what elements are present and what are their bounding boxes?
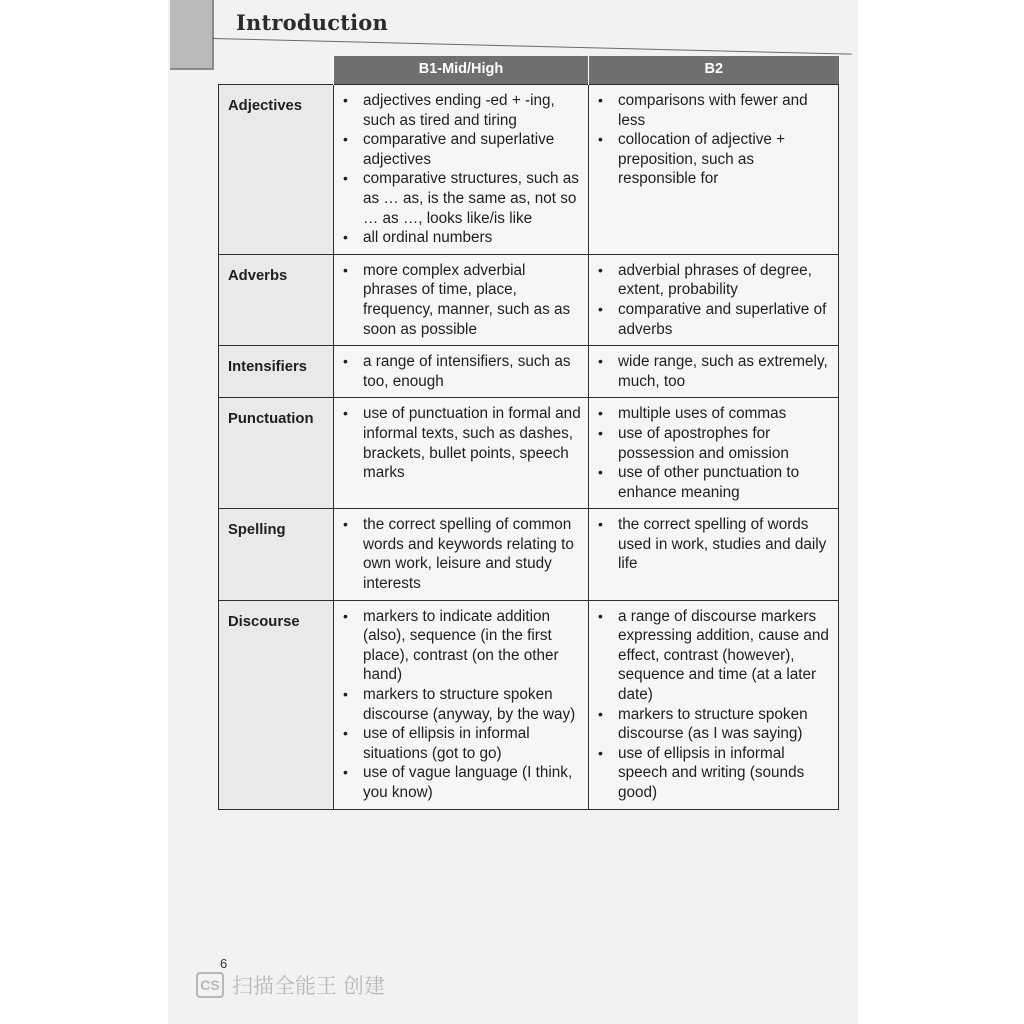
bullet-item: • more complex adverbial phrases of time, place, frequency, manner, such as as soon as possible xyxy=(340,261,582,339)
bullet-list xyxy=(340,352,582,391)
table-body xyxy=(219,85,839,810)
bullet-list xyxy=(340,91,582,248)
page-title: Introduction xyxy=(236,10,388,35)
bullet-list xyxy=(340,261,582,339)
bullet-item: • all ordinal numbers xyxy=(340,228,582,248)
table-header-row xyxy=(219,56,839,85)
cell-b2 xyxy=(589,398,839,509)
cell-b1 xyxy=(334,600,589,809)
cell-b2 xyxy=(589,254,839,345)
bullet-list xyxy=(595,352,832,391)
cell-b1 xyxy=(334,254,589,345)
table-row-spelling xyxy=(219,509,839,600)
bullet-list xyxy=(595,404,832,502)
column-header-b2: B2 xyxy=(589,56,839,85)
bullet-item: • markers to structure spoken discourse (as I was saying) xyxy=(595,705,832,744)
table-row-intensifiers xyxy=(219,346,839,398)
bullet-item: • wide range, such as extremely, much, too xyxy=(595,352,832,391)
bullet-item: • the correct spelling of common words and keywords relating to own work, leisure and study interests xyxy=(340,515,582,593)
row-label: Intensifiers xyxy=(219,346,334,398)
table-row-adjectives xyxy=(219,85,839,255)
bullet-item: • use of ellipsis in informal speech and writing (sounds good) xyxy=(595,744,832,803)
cell-b2 xyxy=(589,600,839,809)
row-label: Spelling xyxy=(219,509,334,600)
row-label: Discourse xyxy=(219,600,334,809)
camscanner-logo-icon: CS xyxy=(196,972,224,998)
bullet-item: • use of apostrophes for possession and omission xyxy=(595,424,832,463)
column-header-b1: B1-Mid/High xyxy=(334,56,589,85)
corner-header-cell xyxy=(219,56,334,85)
table-row-discourse xyxy=(219,600,839,809)
table-row-punctuation xyxy=(219,398,839,509)
row-label: Adverbs xyxy=(219,254,334,345)
grammar-table xyxy=(218,56,839,810)
bullet-item: • markers to structure spoken discourse (anyway, by the way) xyxy=(340,685,582,724)
bullet-list xyxy=(595,261,832,339)
bullet-item: • a range of intensifiers, such as too, enough xyxy=(340,352,582,391)
row-label: Punctuation xyxy=(219,398,334,509)
cell-b1 xyxy=(334,398,589,509)
bullet-list xyxy=(340,515,582,593)
section-corner-tab xyxy=(170,0,214,70)
cell-b1 xyxy=(334,85,589,255)
bullet-item: • use of punctuation in formal and informal texts, such as dashes, brackets, bullet points, speech marks xyxy=(340,404,582,482)
bullet-item: • multiple uses of commas xyxy=(595,404,832,424)
bullet-item: • comparative and superlative adjectives xyxy=(340,130,582,169)
bullet-item: • use of other punctuation to enhance meaning xyxy=(595,463,832,502)
bullet-item: • the correct spelling of words used in work, studies and daily life xyxy=(595,515,832,574)
bullet-item: • comparisons with fewer and less xyxy=(595,91,832,130)
bullet-list xyxy=(595,607,832,803)
bullet-item: • adjectives ending -ed + -ing, such as tired and tiring xyxy=(340,91,582,130)
bullet-item: • use of ellipsis in informal situations (got to go) xyxy=(340,724,582,763)
bullet-item: • comparative structures, such as as … as, is the same as, not so … as …, looks like/is like xyxy=(340,169,582,228)
bullet-list xyxy=(340,404,582,482)
bullet-item: • markers to indicate addition (also), sequence (in the first place), contrast (on the other hand) xyxy=(340,607,582,685)
cell-b2 xyxy=(589,509,839,600)
scanner-watermark xyxy=(196,970,385,1000)
bullet-item: • a range of discourse markers expressing addition, cause and effect, contrast (however), sequence and time (at a later date) xyxy=(595,607,832,705)
cell-b2 xyxy=(589,346,839,398)
bullet-item: • comparative and superlative of adverbs xyxy=(595,300,832,339)
bullet-item: • use of vague language (I think, you know) xyxy=(340,763,582,802)
cell-b1 xyxy=(334,346,589,398)
table-row-adverbs xyxy=(219,254,839,345)
page-number: 6 xyxy=(220,956,228,971)
cell-b2 xyxy=(589,85,839,255)
bullet-item: • adverbial phrases of degree, extent, probability xyxy=(595,261,832,300)
bullet-list xyxy=(340,607,582,803)
bullet-list xyxy=(595,91,832,189)
cell-b1 xyxy=(334,509,589,600)
row-label: Adjectives xyxy=(219,85,334,255)
bullet-item: • collocation of adjective + preposition, such as responsible for xyxy=(595,130,832,189)
bullet-list xyxy=(595,515,832,574)
watermark-text: 扫描全能王 创建 xyxy=(232,975,385,998)
